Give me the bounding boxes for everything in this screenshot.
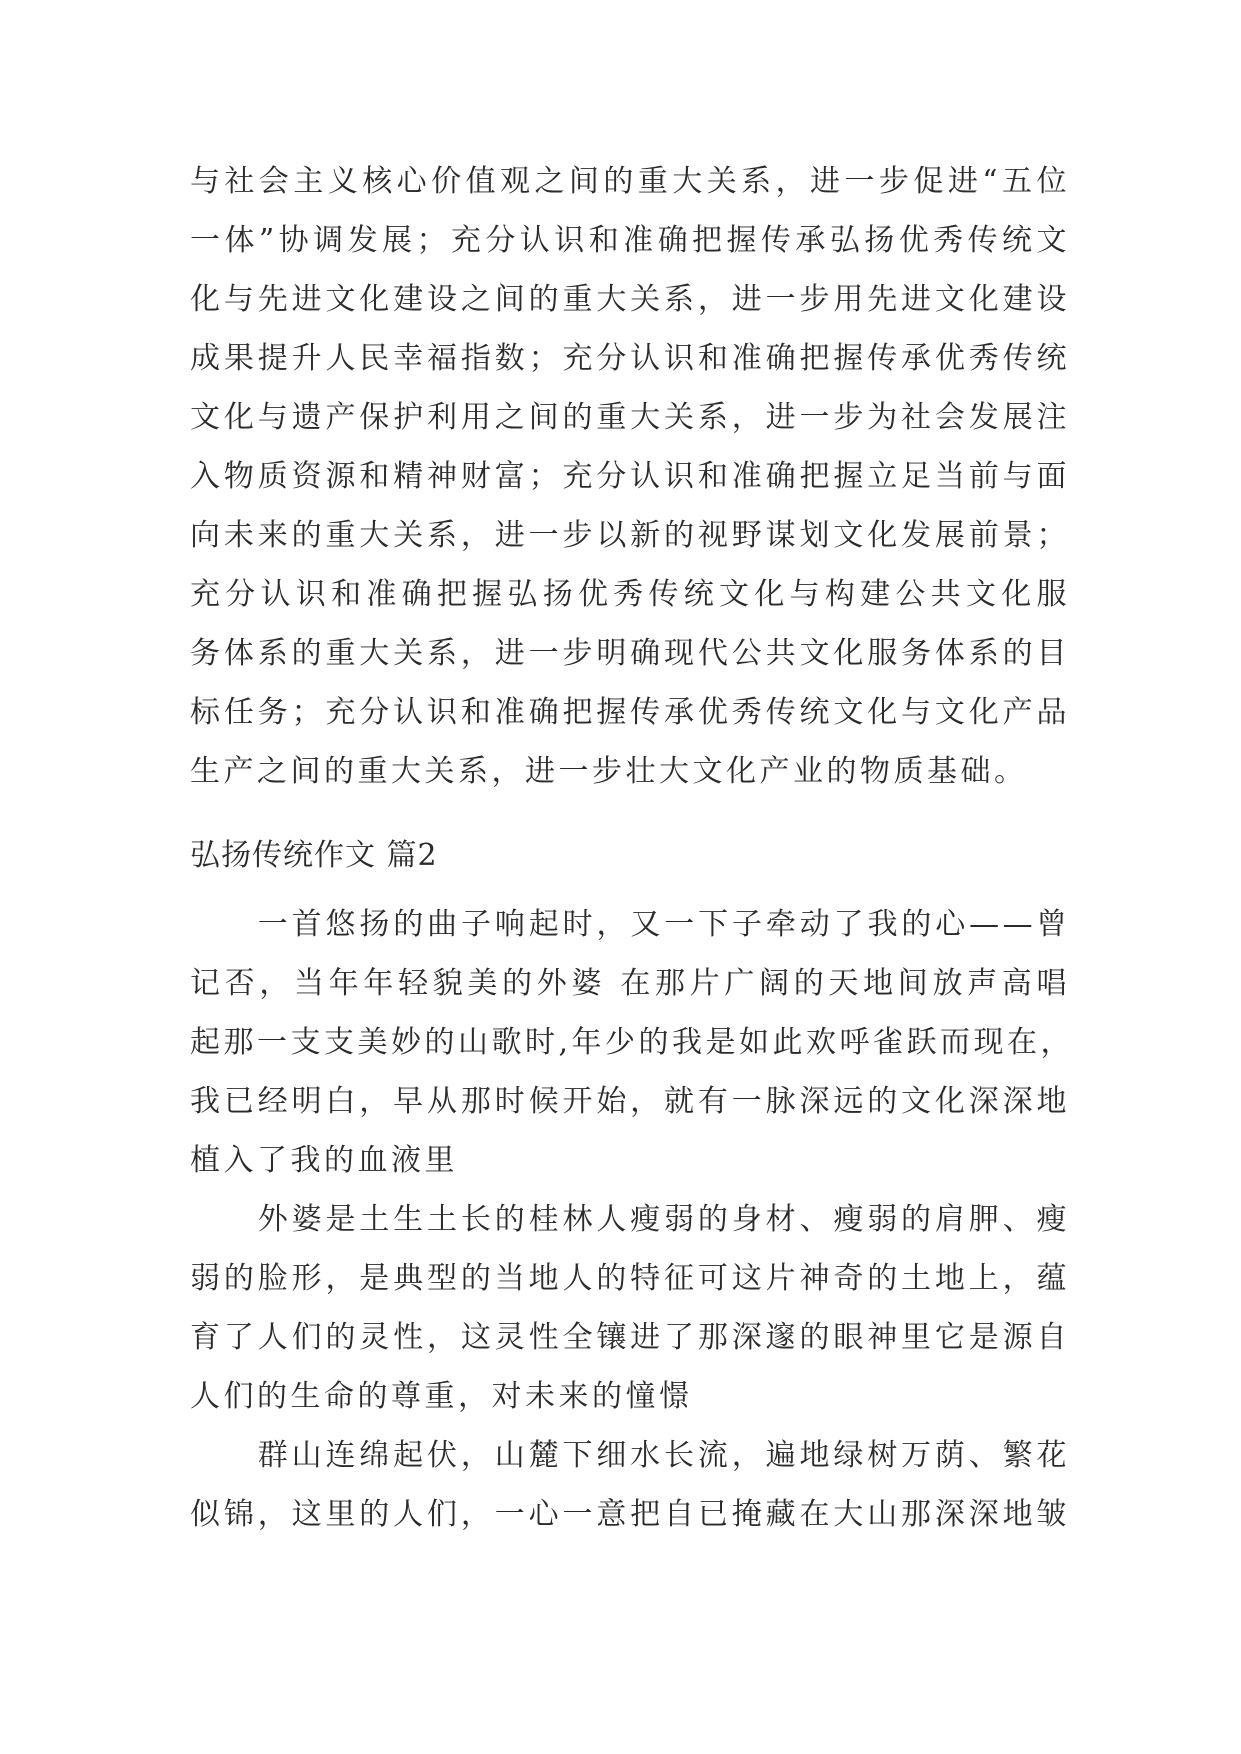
paragraph-line: 育了人们的灵性，这灵性全镶进了那深邃的眼神里它是源自 bbox=[190, 1320, 1070, 1355]
paragraph-line: 文化与遗产保护利用之间的重大关系，进一步为社会发展注 bbox=[190, 400, 1070, 435]
paragraph-line: 记否，当年年轻貌美的外婆 在那片广阔的天地间放声高唱 bbox=[190, 966, 1070, 1001]
paragraph-line: 化与先进文化建设之间的重大关系，进一步用先进文化建设 bbox=[190, 282, 1070, 317]
paragraph-line: 植入了我的血液里 bbox=[190, 1143, 458, 1178]
paragraph-line: 外婆是土生土长的桂林人瘦弱的身材、瘦弱的肩胛、瘦 bbox=[190, 1202, 1070, 1237]
paragraph-line: 向未来的重大关系，进一步以新的视野谋划文化发展前景； bbox=[190, 518, 1070, 553]
paragraph-2 bbox=[190, 895, 1075, 1190]
paragraph-1 bbox=[190, 152, 1070, 801]
paragraph-line: 弱的脸形，是典型的当地人的特征可这片神奇的土地上，蕴 bbox=[190, 1261, 1070, 1296]
section-heading-block bbox=[190, 826, 1070, 885]
paragraph-line: 与社会主义核心价值观之间的重大关系，进一步促进“五位 bbox=[190, 164, 1070, 199]
paragraph-4 bbox=[190, 1426, 1070, 1544]
paragraph-line: 群山连绵起伏，山麓下细水长流，遍地绿树万荫、繁花 bbox=[190, 1438, 1070, 1473]
paragraph-line: 务体系的重大关系，进一步明确现代公共文化服务体系的目 bbox=[190, 636, 1070, 671]
paragraph-line: 我已经明白，早从那时候开始，就有一脉深远的文化深深地 bbox=[190, 1084, 1070, 1119]
paragraph-line: 生产之间的重大关系，进一步壮大文化产业的物质基础。 bbox=[190, 754, 1028, 789]
section-heading: 弘扬传统作文 篇2 bbox=[190, 838, 438, 873]
paragraph-line: 起那一支支美妙的山歌时,年少的我是如此欢呼雀跃而现在， bbox=[190, 1025, 1075, 1060]
paragraph-line: 标任务；充分认识和准确把握传承优秀传统文化与文化产品 bbox=[190, 695, 1070, 730]
paragraph-line: 充分认识和准确把握弘扬优秀传统文化与构建公共文化服 bbox=[190, 577, 1070, 612]
paragraph-line: 似锦，这里的人们，一心一意把自已掩藏在大山那深深地皱 bbox=[190, 1497, 1070, 1532]
paragraph-line: 人们的生命的尊重，对未来的憧憬 bbox=[190, 1379, 693, 1414]
paragraph-line: 成果提升人民幸福指数；充分认识和准确把握传承优秀传统 bbox=[190, 341, 1070, 376]
paragraph-line: 一体”协调发展；充分认识和准确把握传承弘扬优秀传统文 bbox=[190, 223, 1070, 258]
paragraph-line: 入物质资源和精神财富；充分认识和准确把握立足当前与面 bbox=[190, 459, 1070, 494]
paragraph-line: 一首悠扬的曲子响起时，又一下子牵动了我的心——曾 bbox=[190, 907, 1070, 942]
paragraph-3 bbox=[190, 1190, 1070, 1426]
